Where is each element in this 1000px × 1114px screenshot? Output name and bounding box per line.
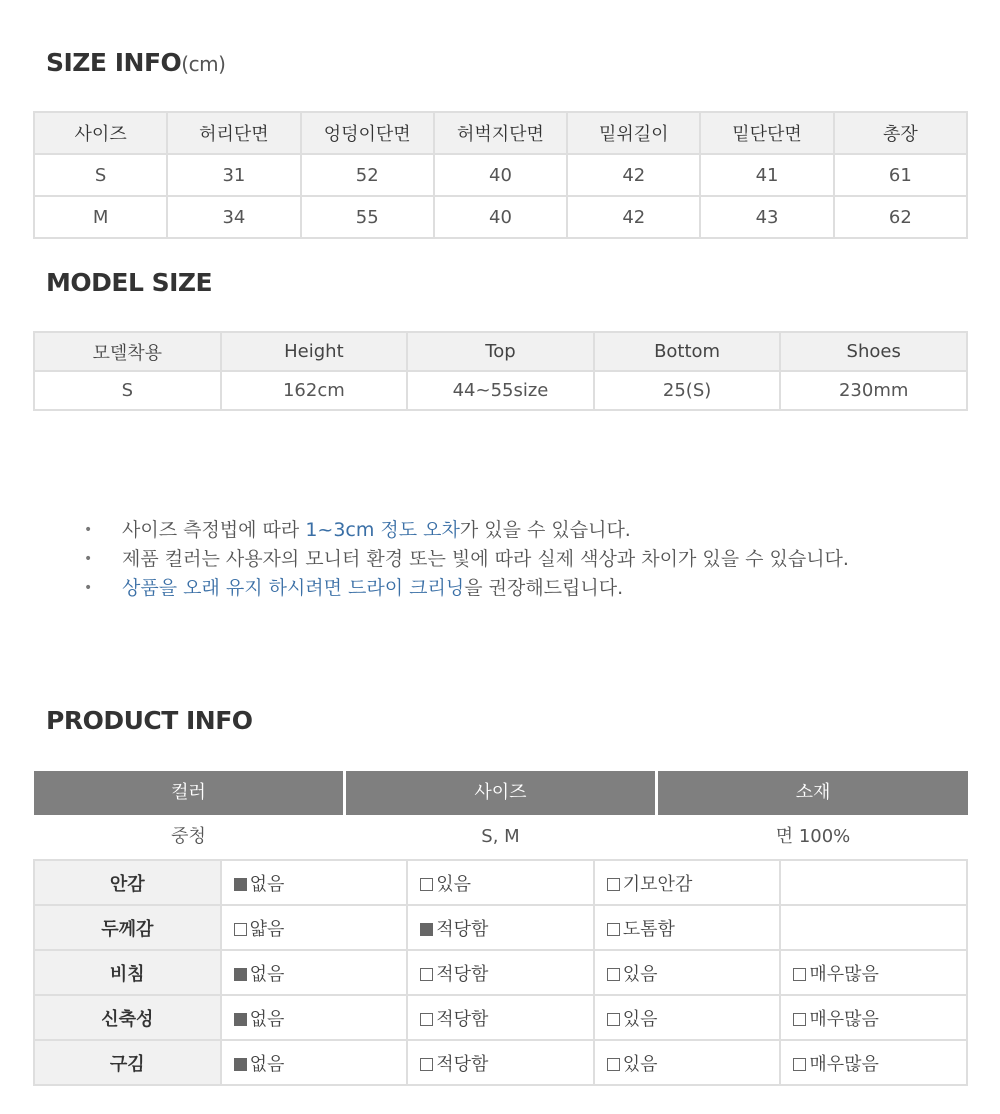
attribute-label: 구김	[34, 1040, 221, 1085]
attribute-option-text: 없음	[249, 1053, 285, 1075]
attribute-option-text: 적당함	[436, 963, 489, 985]
unchecked-box-icon	[607, 1013, 620, 1026]
size-header-cell: 사이즈	[34, 112, 167, 154]
checked-box-icon	[420, 923, 433, 936]
unchecked-box-icon	[420, 1058, 433, 1071]
attribute-label: 신축성	[34, 995, 221, 1040]
size-table-row	[34, 196, 967, 238]
unchecked-box-icon	[607, 1058, 620, 1071]
attribute-option-cell	[221, 950, 408, 995]
attribute-option-cell	[407, 950, 594, 995]
attribute-option-cell	[221, 995, 408, 1040]
size-cell: 43	[700, 196, 833, 238]
size-cell: 61	[834, 154, 967, 196]
attribute-option-text: 있음	[622, 963, 658, 985]
model-header-cell: Height	[221, 332, 408, 371]
size-cell: 40	[434, 154, 567, 196]
size-cell: 40	[434, 196, 567, 238]
size-cell: 52	[301, 154, 434, 196]
attribute-option-cell	[594, 860, 781, 905]
bullet-icon: •	[84, 580, 93, 596]
product-value-cell: S, M	[481, 826, 520, 847]
attribute-option-text: 없음	[249, 963, 285, 985]
product-value-row	[34, 815, 968, 859]
size-cell: S	[34, 154, 167, 196]
model-header-cell: Shoes	[780, 332, 967, 371]
product-header-cell: 사이즈	[346, 771, 655, 815]
attribute-option-text: 매우많음	[809, 1053, 879, 1075]
attribute-option-cell	[221, 905, 408, 950]
note-item	[84, 516, 849, 545]
unchecked-box-icon	[607, 923, 620, 936]
attribute-option-text: 있음	[622, 1008, 658, 1030]
attribute-row	[34, 860, 967, 905]
attribute-option-cell	[594, 950, 781, 995]
product-header-row	[34, 771, 968, 815]
bullet-icon: •	[84, 551, 93, 567]
model-cell: 230mm	[780, 371, 967, 410]
attribute-option-cell	[221, 1040, 408, 1085]
size-cell: 62	[834, 196, 967, 238]
note-text: 을 권장해드립니다.	[464, 577, 624, 599]
attribute-option-cell	[780, 995, 967, 1040]
unchecked-box-icon	[793, 1058, 806, 1071]
model-cell: 162cm	[221, 371, 408, 410]
model-size-table	[33, 331, 968, 411]
model-header-cell: Top	[407, 332, 594, 371]
attribute-option-cell	[407, 905, 594, 950]
product-header-cell: 컬러	[34, 771, 343, 815]
size-header-cell: 밑위길이	[567, 112, 700, 154]
size-header-cell: 엉덩이단면	[301, 112, 434, 154]
note-text: 가 있을 수 있습니다.	[459, 519, 631, 541]
attribute-option-cell	[407, 1040, 594, 1085]
unchecked-box-icon	[420, 968, 433, 981]
product-value-cell: 중청	[171, 826, 206, 847]
note-item	[84, 545, 849, 574]
unchecked-box-icon	[420, 878, 433, 891]
size-table-row	[34, 154, 967, 196]
note-highlight: 상품을 오래 유지 하시려면 드라이 크리닝	[122, 577, 465, 599]
model-table-row	[34, 371, 967, 410]
attribute-option-cell	[594, 1040, 781, 1085]
attribute-row	[34, 905, 967, 950]
attribute-row	[34, 950, 967, 995]
product-value-cell: 면 100%	[775, 826, 851, 847]
attribute-option-cell	[407, 860, 594, 905]
model-cell: 44~55size	[407, 371, 594, 410]
unchecked-box-icon	[607, 878, 620, 891]
attribute-option-text: 기모안감	[622, 873, 693, 895]
attribute-row	[34, 995, 967, 1040]
bullet-icon: •	[84, 522, 93, 538]
model-cell: 25(S)	[594, 371, 781, 410]
attribute-option-cell	[780, 860, 967, 905]
size-table-header-row	[34, 112, 967, 154]
unchecked-box-icon	[234, 923, 247, 936]
model-header-cell: 모델착용	[34, 332, 221, 371]
attribute-option-cell	[407, 995, 594, 1040]
attribute-option-cell	[780, 1040, 967, 1085]
attribute-option-text: 없음	[249, 873, 285, 895]
attribute-option-cell	[221, 860, 408, 905]
note-highlight: 1~3cm 정도 오차	[305, 519, 460, 541]
note-item	[84, 574, 849, 603]
size-cell: M	[34, 196, 167, 238]
size-info-title	[46, 48, 225, 77]
size-header-cell: 허리단면	[167, 112, 300, 154]
attribute-option-cell	[780, 950, 967, 995]
model-size-title: MODEL SIZE	[46, 268, 213, 297]
size-cell: 34	[167, 196, 300, 238]
size-info-table	[33, 111, 968, 239]
attribute-option-text: 얇음	[249, 918, 285, 940]
size-header-cell: 총장	[834, 112, 967, 154]
size-header-cell: 밑단단면	[700, 112, 833, 154]
size-cell: 41	[700, 154, 833, 196]
attribute-option-text: 적당함	[436, 1053, 489, 1075]
size-cell: 31	[167, 154, 300, 196]
attribute-option-text: 있음	[436, 873, 471, 895]
attribute-option-text: 도톰함	[622, 918, 675, 940]
unchecked-box-icon	[420, 1013, 433, 1026]
size-header-cell: 허벅지단면	[434, 112, 567, 154]
size-info-unit: (cm)	[181, 52, 226, 76]
checked-box-icon	[234, 968, 247, 981]
attribute-option-text: 있음	[622, 1053, 658, 1075]
product-attribute-table	[33, 859, 968, 1086]
attribute-label: 비침	[34, 950, 221, 995]
unchecked-box-icon	[793, 968, 806, 981]
attribute-option-text: 적당함	[436, 1008, 489, 1030]
attribute-row	[34, 1040, 967, 1085]
checked-box-icon	[234, 1013, 247, 1026]
unchecked-box-icon	[607, 968, 620, 981]
size-cell: 42	[567, 196, 700, 238]
size-info-title-text: SIZE INFO	[46, 48, 182, 77]
unchecked-box-icon	[793, 1013, 806, 1026]
attribute-option-text: 매우많음	[809, 963, 879, 985]
attribute-label: 두께감	[34, 905, 221, 950]
attribute-option-text: 적당함	[436, 918, 489, 940]
checked-box-icon	[234, 878, 247, 891]
checked-box-icon	[234, 1058, 247, 1071]
model-cell: S	[34, 371, 221, 410]
size-cell: 42	[567, 154, 700, 196]
attribute-option-text: 매우많음	[809, 1008, 879, 1030]
attribute-option-cell	[594, 995, 781, 1040]
attribute-option-cell	[780, 905, 967, 950]
notes-list	[84, 516, 849, 603]
size-cell: 55	[301, 196, 434, 238]
model-header-cell: Bottom	[594, 332, 781, 371]
product-info-title: PRODUCT INFO	[46, 706, 253, 735]
note-text: 사이즈 측정법에 따라	[122, 519, 306, 541]
note-text: 제품 컬러는 사용자의 모니터 환경 또는 빛에 따라 실제 색상과 차이가 있을 수 있습니다.	[122, 548, 849, 570]
attribute-option-cell	[594, 905, 781, 950]
product-header-cell: 소재	[658, 771, 968, 815]
attribute-option-text: 없음	[249, 1008, 285, 1030]
attribute-label: 안감	[34, 860, 221, 905]
model-table-header-row	[34, 332, 967, 371]
